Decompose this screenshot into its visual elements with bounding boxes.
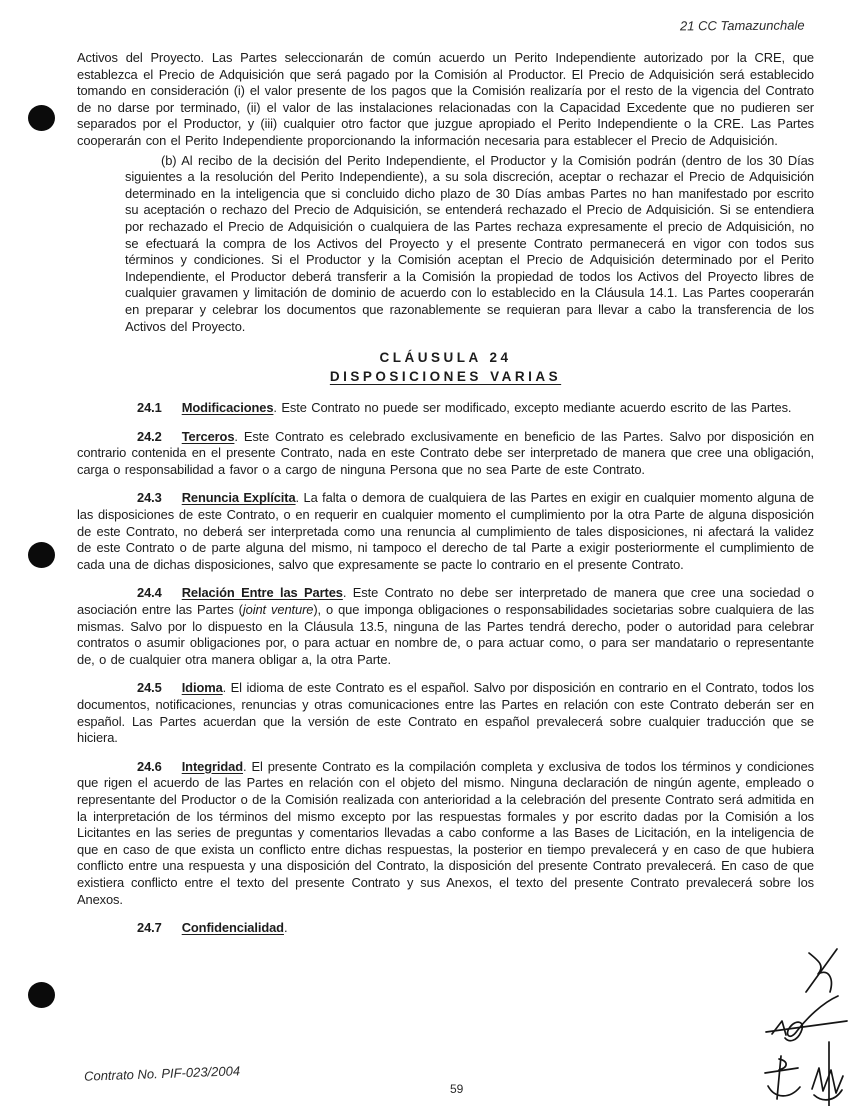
clause-text: . Este Contrato no puede ser modificado, excepto mediante acuerdo escrito de las Partes. xyxy=(273,400,792,416)
paragraph-b: (b) Al recibo de la decisión del Perito Independiente, el Productor y la Comisión podrán (dentro de los 30 Días siguientes a la resolución del Perito Independiente), a su sola discreción, aceptar o rechazar el Precio de Adquisición determinado en la inteligencia que si concluido dicho plazo de 30 Días ambas Partes no han manifestado por escrito su aceptación o rechazo del Precio de Adquisición, se entenderá rechazado el Precio de Adquisición. Si se entendiera por rechazado el Precio de Adquisición o cualquiera de las Partes rechaza expresamente el precio de Adquisición, no se efectuará la compra de los Activos del Proyecto y el presente Contrato permanecerá en vigor con todos sus términos y condiciones. Si el Productor y la Comisión aceptan el Precio de Adquisición determinado por el Perito Independiente, el Productor deberá transferir a la Comisión la propiedad de todos los Activos del Proyecto libres de cualquier gravamen y limitación de dominio de acuerdo con lo establecido en la Cláusula 14.1. Las Partes cooperarán en preparar y celebrar los documentos que razonablemente se requieran para llevar a cabo la transferencia de los Activos del Proyecto. xyxy=(125,152,814,334)
page-number: 59 xyxy=(450,1082,464,1096)
hole-punch-mark xyxy=(28,982,55,1008)
clause-title: Terceros xyxy=(181,428,235,444)
clause-24-5 xyxy=(77,680,814,746)
clause-text: . Este Contrato no debe ser interpretado de manera que cree una sociedad o asociación entre las Partes ( xyxy=(77,585,814,618)
clause-heading-number: CLÁUSULA 24 xyxy=(379,350,512,366)
clause-text: . El idioma de este Contrato es el español. Salvo por disposición en contrario en el Contrato, todos los documentos, notificaciones, renuncias y otras comunicaciones entre las Partes en relación con este Contrato deberán ser en español. Las Partes acuerdan que la versión de este Contrato en español prevalecerá sobre cualquier traducción que se hiciera. xyxy=(77,680,814,746)
hole-punch-mark xyxy=(28,105,55,131)
clause-text: . La falta o demora de cualquiera de las Partes en exigir en cualquier momento alguna de las disposiciones de este Contrato, o en requerir en cualquier momento el cumplimiento por la otra Parte de alguna disposición de este Contrato, no deberá ser interpretada como una renuncia al cumplimiento de tales disposiciones, ni afectará la validez de este Contrato o de parte alguna del mismo, ni tampoco el derecho de tal Parte a exigir posteriormente el cumplimiento de cada una de dichas disposiciones, salvo que expresamente se pacte lo contrario en el presente Contrato. xyxy=(77,490,814,572)
clause-title: Idioma xyxy=(181,680,223,696)
clause-24-3 xyxy=(77,490,814,573)
header-document-reference: 21 CC Tamazunchale xyxy=(680,17,806,34)
clause-24-2 xyxy=(77,429,814,479)
clause-24-4 xyxy=(77,585,814,668)
clause-title: Modificaciones xyxy=(181,400,274,416)
clause-24-6 xyxy=(77,759,814,908)
intro-paragraph: Activos del Proyecto. Las Partes seleccionarán de común acuerdo un Perito Independiente autorizado por la CRE, que establezca el Precio de Adquisición que será pagado por la Comisión al Productor. El Precio de Adquisición será establecido tomando en consideración (i) el valor presente de los pagos que la Comisión realizaría por el resto de la vigencia del Contrato de no darse por terminado, (ii) el valor de las instalaciones relacionadas con la Capacidad Excedente que no pudieren ser separados por el Productor, y (iii) cualquier otro factor que juzgue apropiado el Perito Independiente o la CRE. Las Partes cooperarán con el Perito Independiente proporcionando la información necesaria para establecer el Precio de Adquisición. xyxy=(77,50,814,148)
clause-title: Integridad xyxy=(181,758,244,774)
clause-24-1 xyxy=(77,400,814,417)
clause-text-italic: joint venture xyxy=(242,602,314,618)
clause-number: 24.2 xyxy=(137,428,162,444)
clause-text: ), o que imponga obligaciones o responsabilidades societarias sobre cualquiera de las mismas. Salvo por lo dispuesto en la Cláusula 13.5, ninguna de las Partes tendrá derecho, poder o autoridad para celebrar contratos o asumir obligaciones por, o para actuar en nombre de, o para actuar como, o para ser mandatario o representante de, o de cualquier otra manera obligar a, la otra Parte. xyxy=(77,602,814,667)
handwritten-initials xyxy=(737,926,849,1106)
clause-number: 24.3 xyxy=(137,490,162,506)
clause-24-7 xyxy=(77,920,814,937)
clause-text: . Este Contrato es celebrado exclusivamente en beneficio de las Partes. Salvo por disposición en contrario contenida en el presente Contrato, nada en este Contrato debe ser interpretado de manera que cree una obligación, carga o responsabilidad a favor o a cargo de ninguna Persona que no sea Parte de este Contrato. xyxy=(77,428,814,477)
clause-text: . El presente Contrato es la compilación completa y exclusiva de todos los términos y condiciones que rigen el acuerdo de las Partes en relación con el objeto del mismo. Ninguna declaración de ningún agente, empleado o representante del Productor o de la Comisión realizada con anterioridad a la celebración del presente Contrato será admitida en la interpretación de los términos del mismo excepto por las respuestas formales y por escrito dadas por la Comisión a los Licitantes en las series de preguntas y comentarios llevadas a cabo conforme a las Bases de Licitación, en la inteligencia de que en caso de que exista un conflicto entre dichas respuestas, la posterior en tiempo prevalecerá y en caso de que hubiera conflicto entre una respuesta y una disposición del Contrato, la disposición del presente Contrato prevalecerá. En caso de que existiera conflicto entre el texto del presente Contrato y sus Anexos, el texto del presente Contrato prevalecerá sobre los Anexos. xyxy=(77,758,814,907)
clause-number: 24.5 xyxy=(137,680,162,696)
clause-title: Relación Entre las Partes xyxy=(181,585,343,601)
clause-title: Renuncia Explícita xyxy=(181,490,296,506)
clause-heading-title: DISPOSICIONES VARIAS xyxy=(329,369,562,385)
clause-title: Confidencialidad xyxy=(181,920,284,936)
clause-number: 24.7 xyxy=(137,920,162,936)
clause-text: . xyxy=(283,920,288,936)
contract-body xyxy=(77,50,814,949)
hole-punch-mark xyxy=(28,542,55,568)
footer-contract-number: Contrato No. PIF-023/2004 xyxy=(83,1063,241,1084)
clause-number: 24.1 xyxy=(137,400,162,416)
section-heading xyxy=(77,348,814,386)
clause-number: 24.6 xyxy=(137,758,162,774)
clause-number: 24.4 xyxy=(137,585,162,601)
